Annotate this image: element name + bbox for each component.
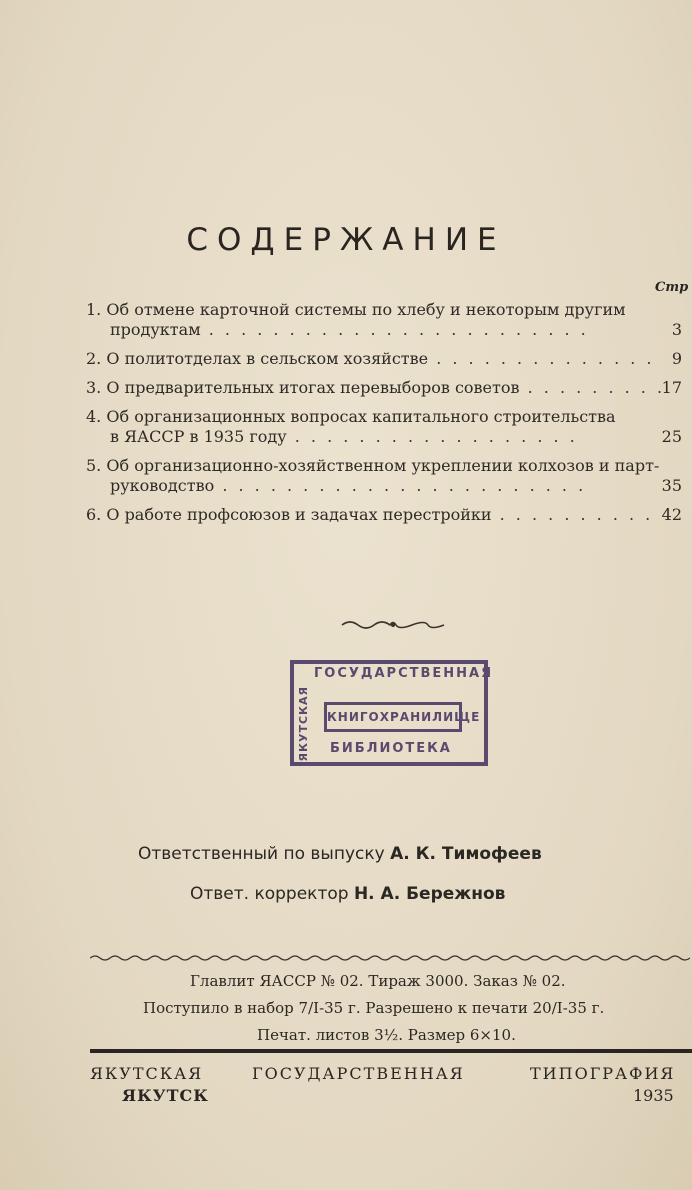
toc-item: 5. Об организационно-хозяйственном укреплении колхозов и парт- руководство . . . . . . . . . . . . . . . . . . . . . . . 35 (86, 456, 682, 495)
toc-item: 3. О предварительных итогах перевыборов советов . . . . . . . . . 17 (86, 378, 682, 397)
toc-item-page: 17 (661, 378, 682, 397)
toc-item-number: 6. (86, 505, 102, 524)
stamp-middle-text: КНИГОХРАНИЛИЩЕ (324, 702, 462, 732)
toc-item-number: 4. (86, 407, 102, 426)
toc-item-number: 1. (86, 300, 102, 319)
toc-item-title: Об организационно-хозяйственном укреплении колхозов и парт- (106, 456, 660, 475)
toc-item-title-cont: продуктам (110, 320, 201, 339)
page-title: СОДЕРЖАНИЕ (186, 222, 506, 258)
toc-item-page: 35 (661, 476, 682, 495)
imprint-line: Главлит ЯАССР № 02. Тираж 3000. Заказ № 02. (190, 972, 566, 990)
toc-item: 6. О работе профсоюзов и задачах перестройки . . . . . . . . . . 42 (86, 505, 682, 524)
editor-name: А. К. Тимофеев (390, 844, 542, 864)
toc-item-number: 2. (86, 349, 102, 368)
wavy-rule (90, 954, 690, 962)
printer-word: ЯКУТСКАЯ (90, 1064, 204, 1083)
page-column-label: Стр (655, 280, 689, 295)
stamp-top-text: ГОСУДАРСТВЕННАЯ (314, 666, 494, 681)
corrector-name: Н. А. Бережнов (353, 884, 506, 904)
ornament-divider (340, 618, 446, 632)
divider-rule (90, 1049, 692, 1053)
imprint-line: Поступило в набор 7/I-35 г. Разрешено к печати 20/I-35 г. (143, 999, 605, 1017)
toc-item-number: 3. (86, 378, 102, 397)
printer-word: ТИПОГРАФИЯ (530, 1064, 676, 1083)
printer-city: ЯКУТСК (122, 1086, 209, 1105)
toc-item-page: 9 (671, 349, 682, 368)
printer-year: 1935 (633, 1086, 674, 1105)
toc-item-number: 5. (86, 456, 102, 475)
corrector-credit (190, 884, 505, 904)
printer-word: ГОСУДАРСТВЕННАЯ (252, 1064, 465, 1083)
table-of-contents (86, 300, 682, 534)
editor-label: Ответственный по выпуску (138, 844, 385, 864)
corrector-label: Ответ. корректор (190, 884, 349, 904)
toc-item-page: 25 (661, 427, 682, 446)
editor-credit (138, 844, 542, 864)
toc-item-title-cont: руководство (110, 476, 215, 495)
toc-item: 4. Об организационных вопросах капитального строительства в ЯАССР в 1935 году . . . . . . . . . . . . . . . . . . 25 (86, 407, 682, 446)
imprint-line: Печат. листов 3½. Размер 6×10. (257, 1026, 516, 1044)
toc-item-title-cont: в ЯАССР в 1935 году (110, 427, 287, 446)
toc-item: 1. Об отмене карточной системы по хлебу и некоторым другим продуктам . . . . . . . . . . . . . . . . . . . . . . . . 3 (86, 300, 682, 339)
stamp-side-text: ЯКУТСКАЯ (297, 686, 310, 762)
stamp-bottom-text: БИБЛИОТЕКА (330, 741, 452, 756)
toc-item-page: 42 (661, 505, 682, 524)
toc-item-page: 3 (671, 320, 682, 339)
library-stamp (290, 660, 494, 766)
toc-item-title: О политотделах в сельском хозяйстве (106, 349, 429, 368)
toc-item-title: Об организационных вопросах капитального строительства (106, 407, 616, 426)
toc-item-title: Об отмене карточной системы по хлебу и некоторым другим (106, 300, 626, 319)
toc-item-title: О работе профсоюзов и задачах перестройки (106, 505, 492, 524)
toc-item: 2. О политотделах в сельском хозяйстве . . . . . . . . . . . . . . 9 (86, 349, 682, 368)
toc-item-title: О предварительных итогах перевыборов советов (106, 378, 520, 397)
